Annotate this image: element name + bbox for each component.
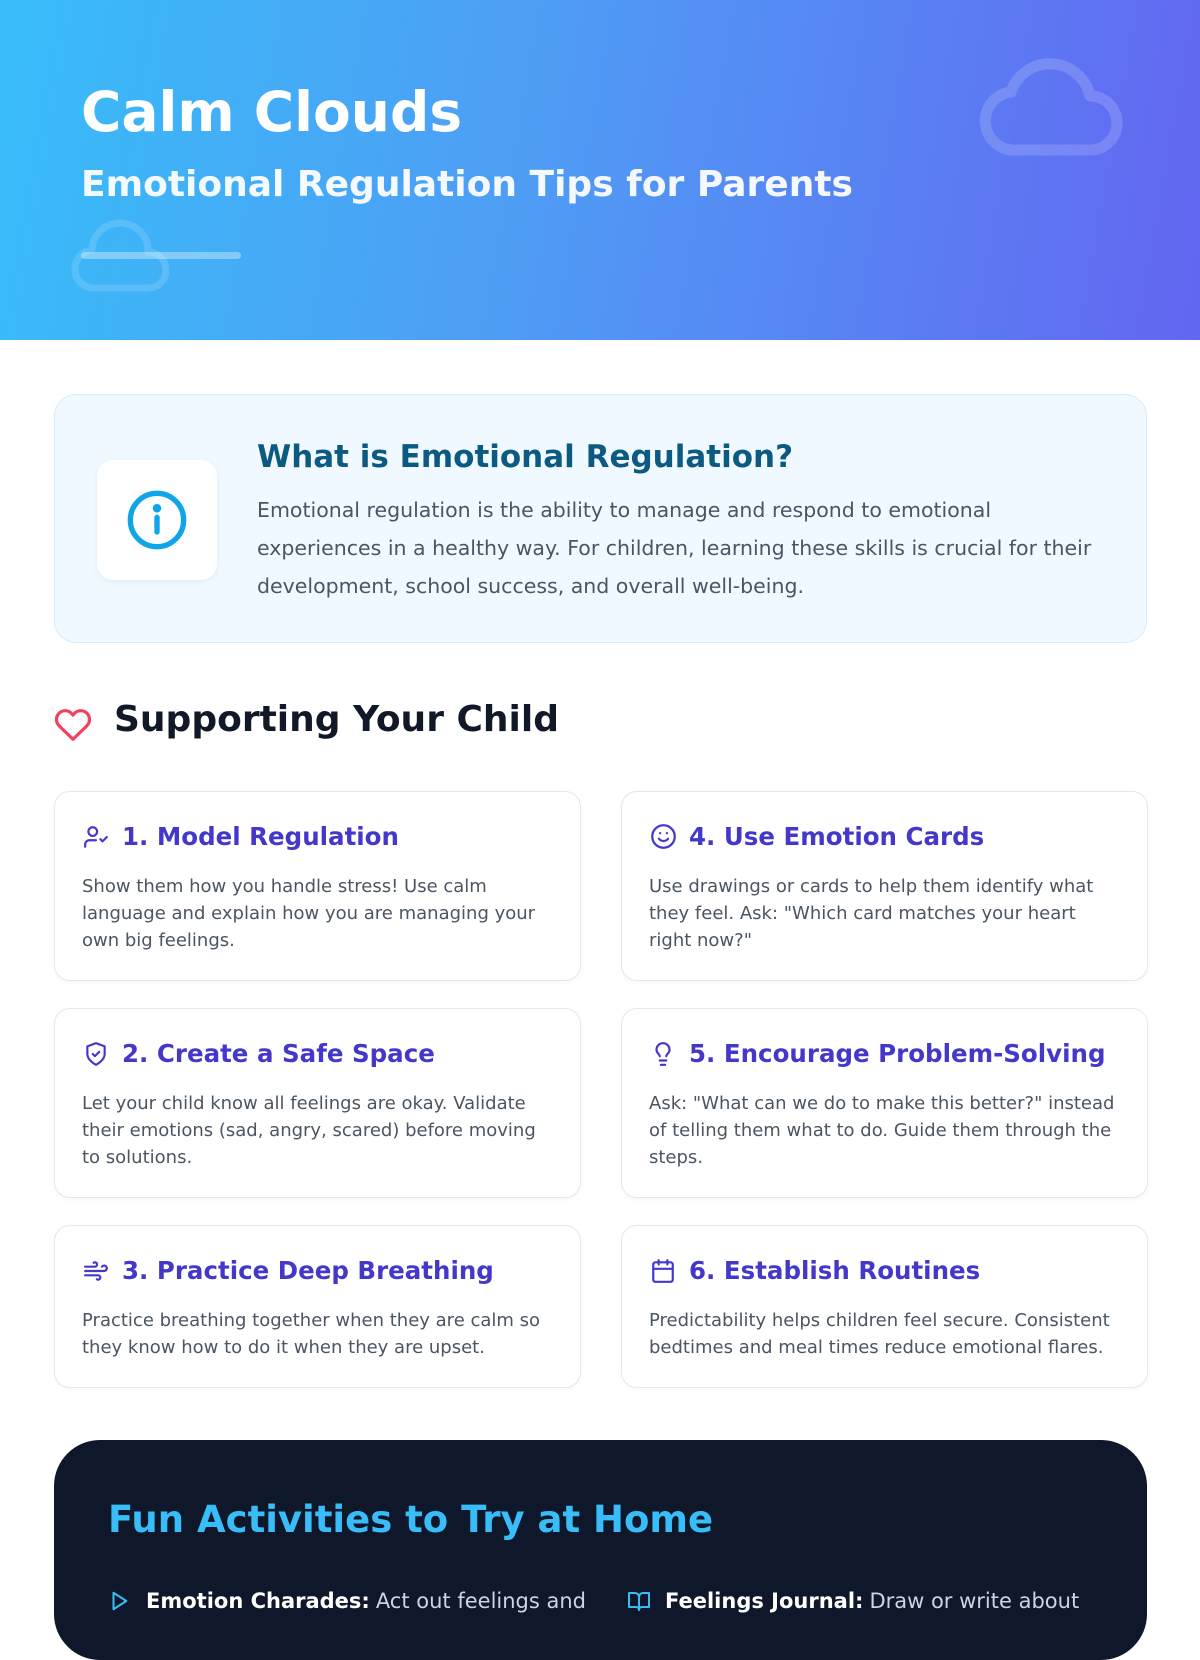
- page-title: Calm Clouds: [81, 80, 463, 144]
- tip-card: [621, 791, 1148, 981]
- user-check-icon: [82, 823, 110, 851]
- tip-card: [621, 1008, 1148, 1198]
- heart-icon: [54, 706, 92, 744]
- info-text: Emotional regulation is the ability to manage and respond to emotional experiences in a healthy way. For children, learning these skills is crucial for their development, school success, and overall well-being.: [257, 498, 1092, 598]
- activities-title: Fun Activities to Try at Home: [108, 1498, 714, 1541]
- tip-title: 3. Practice Deep Breathing: [122, 1256, 494, 1285]
- tip-card: [54, 1008, 581, 1198]
- page-subtitle: Emotional Regulation Tips for Parents: [81, 164, 853, 205]
- activity-item: [627, 1588, 1079, 1614]
- play-icon: [108, 1588, 134, 1614]
- tip-text: Practice breathing together when they are calm so they know how to do it when they are upset.: [82, 1310, 541, 1358]
- calendar-icon: [649, 1257, 677, 1285]
- tip-card: [54, 1225, 581, 1388]
- tip-title: 2. Create a Safe Space: [122, 1039, 435, 1068]
- info-title: What is Emotional Regulation?: [257, 439, 794, 475]
- tip-title: 1. Model Regulation: [122, 822, 399, 851]
- book-open-icon: [627, 1588, 653, 1614]
- section-title: Supporting Your Child: [114, 699, 559, 740]
- activities-panel: [54, 1440, 1147, 1660]
- info-icon: [125, 488, 189, 552]
- activity-label: Feelings Journal:: [665, 1589, 864, 1613]
- tip-text: Use drawings or cards to help them identify what they feel. Ask: "Which card matches your heart right now?": [649, 876, 1094, 951]
- tip-title: 6. Establish Routines: [689, 1256, 981, 1285]
- tip-title: 4. Use Emotion Cards: [689, 822, 985, 851]
- decorative-divider: [81, 252, 241, 259]
- cloud-icon: [978, 50, 1128, 162]
- tip-card: [54, 791, 581, 981]
- cloud-icon: [70, 222, 174, 298]
- tip-text: Predictability helps children feel secure. Consistent bedtimes and meal times reduce emotional flares.: [649, 1310, 1110, 1358]
- activity-text: Draw or write about: [869, 1589, 1080, 1613]
- activity-label: Emotion Charades:: [146, 1589, 370, 1613]
- hero-banner: [0, 0, 1200, 340]
- tip-card: [621, 1225, 1148, 1388]
- smile-icon: [649, 823, 677, 851]
- activity-item: [108, 1588, 586, 1614]
- lightbulb-icon: [649, 1040, 677, 1068]
- tip-text: Show them how you handle stress! Use calm language and explain how you are managing your own big feelings.: [82, 876, 536, 951]
- activity-text: Act out feelings and: [375, 1589, 586, 1613]
- info-card: [54, 394, 1147, 643]
- shield-check-icon: [82, 1040, 110, 1068]
- wind-icon: [82, 1257, 110, 1285]
- tip-title: 5. Encourage Problem-Solving: [689, 1039, 1106, 1068]
- tip-text: Let your child know all feelings are okay. Validate their emotions (sad, angry, scared) before moving to solutions.: [82, 1093, 536, 1168]
- info-icon-box: [97, 460, 217, 580]
- tip-text: Ask: "What can we do to make this better?" instead of telling them what to do. Guide them through the steps.: [649, 1093, 1115, 1168]
